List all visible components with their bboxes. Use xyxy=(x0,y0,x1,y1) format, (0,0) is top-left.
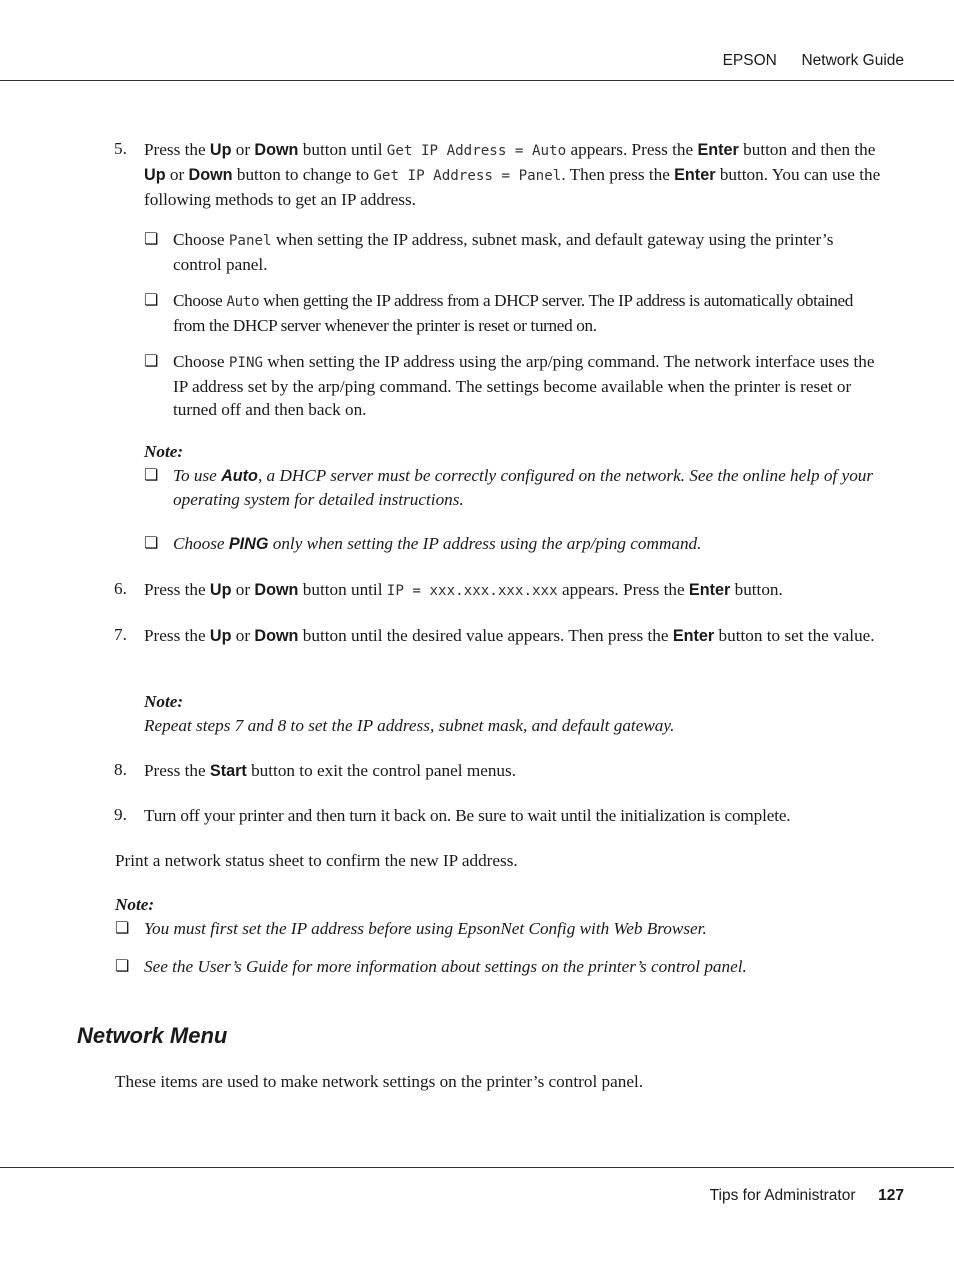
step-7-text: Press the Up or Down button until the desired value appears. Then press the Enter button to set the value. xyxy=(144,626,875,645)
note-ping: Choose PING only when setting the IP address using the arp/ping command. xyxy=(173,534,702,553)
note-label: Note: xyxy=(144,442,184,461)
print-status-sheet-text: Print a network status sheet to confirm the new IP address. xyxy=(115,851,518,870)
checkbox-icon: ❏ xyxy=(144,535,159,552)
checkbox-icon: ❏ xyxy=(144,292,159,309)
checkbox-icon: ❏ xyxy=(144,353,159,370)
note-label: Note: xyxy=(115,895,155,914)
section-body: These items are used to make network settings on the printer’s control panel. xyxy=(115,1072,644,1091)
section-heading: Network Menu xyxy=(77,1023,228,1048)
step-7-number: 7. xyxy=(114,625,127,644)
header-brand: EPSON xyxy=(722,52,777,69)
footer-section: Tips for Administrator xyxy=(709,1187,856,1204)
footer-rule xyxy=(0,1167,954,1168)
step-8-number: 8. xyxy=(114,760,127,779)
note-users-guide: See the User’s Guide for more information about settings on the printer’s control panel. xyxy=(144,957,747,976)
bullet-panel: Choose Panel when setting the IP address, subnet mask, and default gateway using the printer’s control panel. xyxy=(173,230,834,274)
step-8-text: Press the Start button to exit the control panel menus. xyxy=(144,761,516,780)
bullet-auto: Choose Auto when getting the IP address from a DHCP server. The IP address is automatically obtained from the DHCP server whenever the printer is reset or turned on. xyxy=(173,291,854,335)
step-5-number: 5. xyxy=(114,139,127,158)
note-repeat-steps: Repeat steps 7 and 8 to set the IP address, subnet mask, and default gateway. xyxy=(144,716,675,735)
step-5-text: Press the Up or Down button until Get IP Address = Auto appears. Press the Enter button and then the Up or Down button to change to Get IP Address = Panel. Then press the Enter button. You can use the following methods to get an IP address. xyxy=(144,140,881,209)
note-auto-dhcp: To use Auto, a DHCP server must be correctly configured on the network. See the online help of your operating system for detailed instructions. xyxy=(173,466,874,509)
step-9-number: 9. xyxy=(114,805,127,824)
header-rule xyxy=(0,80,954,81)
step-6-number: 6. xyxy=(114,579,127,598)
bullet-ping: Choose PING when setting the IP address using the arp/ping command. The network interface uses the IP address set by the arp/ping command. The settings become available when the printer is reset or turned off and then back on. xyxy=(173,352,875,419)
checkbox-icon: ❏ xyxy=(144,467,159,484)
running-footer xyxy=(710,1187,904,1205)
note-set-ip-first: You must first set the IP address before using EpsonNet Config with Web Browser. xyxy=(144,919,707,938)
checkbox-icon: ❏ xyxy=(144,231,159,248)
page-number: 127 xyxy=(878,1187,904,1204)
running-header xyxy=(723,52,904,70)
checkbox-icon: ❏ xyxy=(115,920,130,937)
step-9-text: Turn off your printer and then turn it back on. Be sure to wait until the initialization is complete. xyxy=(144,806,791,825)
header-title: Network Guide xyxy=(801,52,904,69)
note-label: Note: xyxy=(144,692,184,711)
checkbox-icon: ❏ xyxy=(115,958,130,975)
step-6-text: Press the Up or Down button until IP = xxx.xxx.xxx.xxx appears. Press the Enter button. xyxy=(144,580,783,599)
